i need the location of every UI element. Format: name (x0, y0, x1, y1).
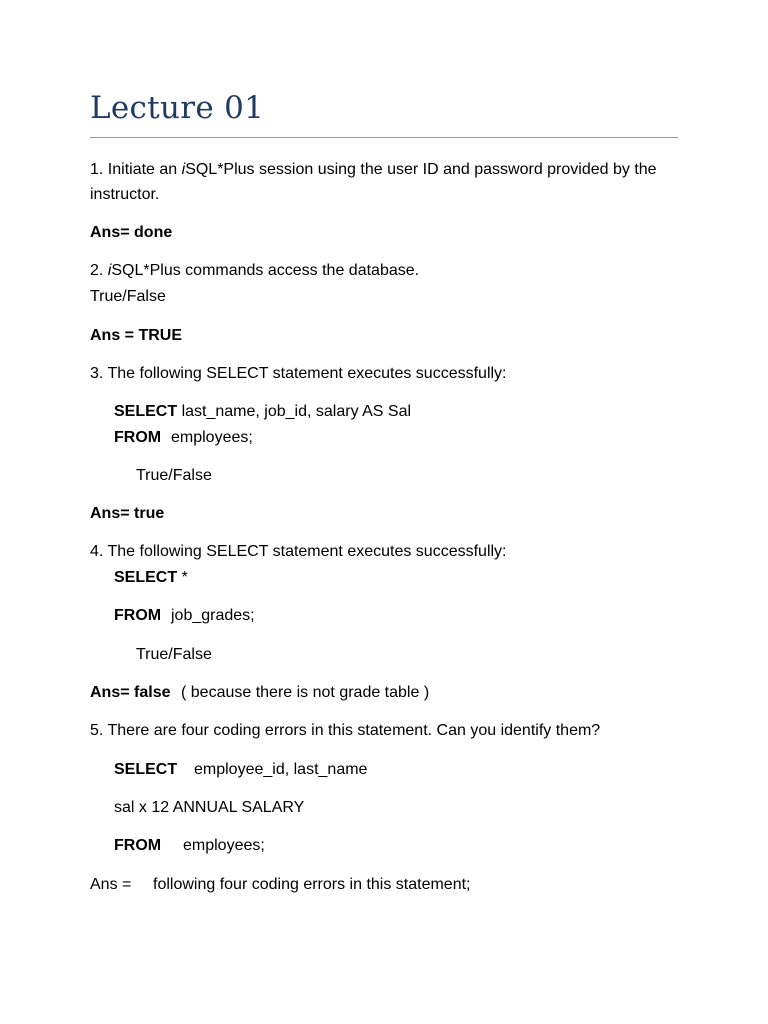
q1-answer: Ans= done (90, 224, 173, 241)
q5-from-line (114, 836, 265, 856)
q3-question: 3. The following SELECT statement executes successfully: (90, 365, 507, 382)
q5-select-columns: employee_id, last_name (194, 761, 368, 778)
q1-line2: instructor. (90, 186, 160, 203)
q3-select-columns: last_name, job_id, salary AS Sal (181, 403, 412, 420)
q4-from-table: job_grades; (171, 607, 255, 624)
q5-expression-line: sal x 12 ANNUAL SALARY (114, 799, 305, 816)
q3-true-false: True/False (136, 467, 212, 484)
q4-question: 4. The following SELECT statement executes successfully: (90, 543, 507, 560)
q5-answer (90, 875, 470, 895)
page-title: Lecture 01 (90, 90, 265, 126)
title-underline (90, 137, 678, 138)
q4-select-columns: * (181, 569, 188, 586)
q3-from-line (114, 428, 253, 448)
q1-prefix: 1. Initiate an (90, 161, 182, 178)
q1-italic: i (181, 161, 186, 178)
q4-answer (90, 683, 429, 703)
q3-select-keyword: SELECT (114, 403, 178, 420)
q2-rest: SQL*Plus commands access the database. (111, 262, 420, 279)
q4-answer-label: Ans= false (90, 684, 171, 701)
q3-from-keyword: FROM (114, 429, 162, 446)
q3-answer: Ans= true (90, 505, 165, 522)
q5-answer-label: Ans = (90, 876, 132, 893)
q5-select-line (114, 760, 367, 780)
q5-from-table: employees; (183, 837, 265, 854)
q2-prefix: 2. (90, 262, 108, 279)
q2-true-false: True/False (90, 288, 166, 305)
q2-italic: i (107, 262, 112, 279)
q5-question: 5. There are four coding errors in this statement. Can you identify them? (90, 722, 601, 739)
q2-answer: Ans = TRUE (90, 327, 183, 344)
q5-from-keyword: FROM (114, 837, 162, 854)
q2-question (90, 261, 419, 281)
q5-select-keyword: SELECT (114, 761, 178, 778)
q4-from-line (114, 606, 255, 626)
q5-answer-text: following four coding errors in this statement; (153, 876, 471, 893)
q4-select-line (114, 568, 188, 588)
q4-answer-note: ( because there is not grade table ) (181, 684, 430, 701)
q3-select-line (114, 402, 411, 422)
q3-from-table: employees; (171, 429, 253, 446)
q4-from-keyword: FROM (114, 607, 162, 624)
q1-rest: SQL*Plus session using the user ID and password provided by the (185, 161, 657, 178)
q4-true-false: True/False (136, 646, 212, 663)
q1-line1 (90, 160, 657, 180)
q4-select-keyword: SELECT (114, 569, 178, 586)
